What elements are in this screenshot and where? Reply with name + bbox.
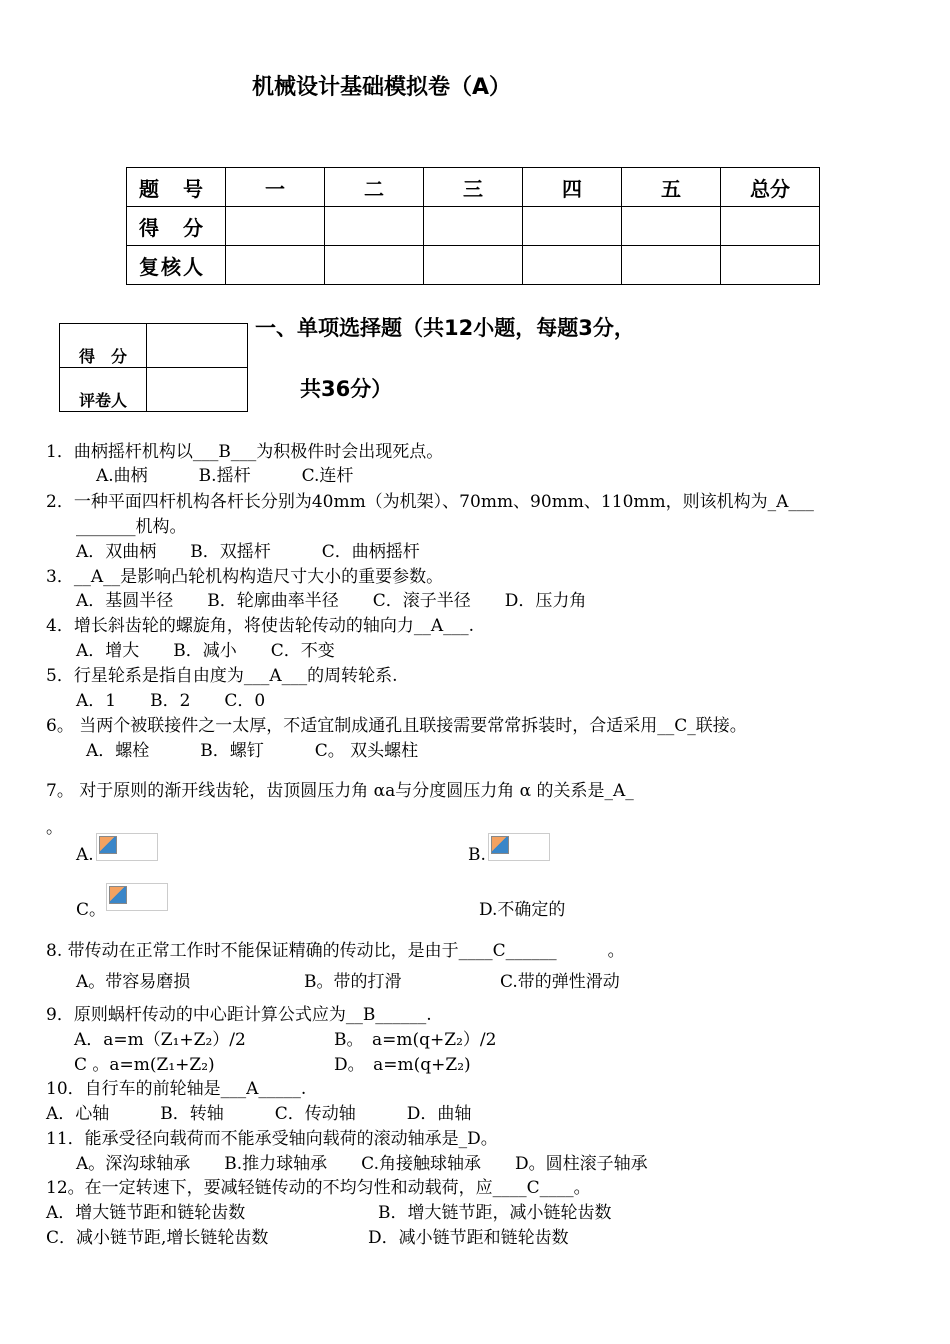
question-2: 2．一种平面四杆机构各杆长分别为40mm（为机架）、70mm、90mm、110mm，则该机构为_A___ — [46, 492, 814, 512]
question-12-option-b: B．增大链节距，减小链轮齿数 — [378, 1203, 612, 1223]
reviewer-row-label: 复核人 — [127, 246, 226, 285]
score-cell[interactable] — [424, 207, 523, 246]
broken-image-icon — [106, 883, 168, 911]
question-6-options: A．螺栓 B．螺钉 C。 双头螺柱 — [86, 741, 419, 761]
section-score-table — [59, 323, 248, 412]
score-cell[interactable] — [721, 207, 820, 246]
score-cell[interactable] — [622, 207, 721, 246]
question-5: 5．行星轮系是指自由度为___A___的周转轮系. — [46, 666, 398, 686]
question-9: 9．原则蜗杆传动的中心距计算公式应为__B______. — [46, 1005, 432, 1025]
broken-image-icon — [488, 833, 550, 861]
score-cell[interactable] — [523, 207, 622, 246]
score-cell[interactable] — [226, 207, 325, 246]
question-12-option-a: A．增大链节距和链轮齿数 — [46, 1203, 246, 1223]
question-11-options: A。深沟球轴承 B.推力球轴承 C.角接触球轴承 D。圆柱滚子轴承 — [76, 1154, 648, 1174]
question-9-option-a: A．a=m（Z₁+Z₂）/2 — [74, 1030, 246, 1050]
question-8: 8. 带传动在正常工作时不能保证精确的传动比，是由于____C______ 。 — [46, 941, 625, 961]
header-cell-3: 三 — [424, 168, 523, 207]
question-8-option-c: C.带的弹性滑动 — [500, 972, 620, 992]
question-2-options: A．双曲柄 B．双摇杆 C．曲柄摇杆 — [76, 542, 420, 562]
question-9-option-c: C 。a=m(Z₁+Z₂) — [74, 1055, 215, 1075]
section-score-cell[interactable] — [147, 324, 248, 368]
reviewer-cell[interactable] — [622, 246, 721, 285]
score-row — [127, 207, 820, 246]
header-cell-total: 总分 — [721, 168, 820, 207]
reviewer-cell[interactable] — [325, 246, 424, 285]
reviewer-row — [127, 246, 820, 285]
header-cell-5: 五 — [622, 168, 721, 207]
score-cell[interactable] — [325, 207, 424, 246]
section-heading: 一、单项选择题（共12小题，每题3分， — [255, 316, 635, 340]
question-7-option-b: B. — [468, 845, 486, 865]
question-4-options: A．增大 B．减小 C．不变 — [76, 641, 335, 661]
broken-image-icon — [96, 833, 158, 861]
score-row-label: 得 分 — [127, 207, 226, 246]
section-heading-cont: 共36分） — [300, 377, 393, 401]
question-11: 11．能承受径向载荷而不能承受轴向载荷的滚动轴承是_D。 — [46, 1129, 498, 1149]
question-7-option-a: A. — [76, 845, 94, 865]
question-7-option-c: C。 — [76, 900, 107, 920]
question-7-cont: 。 — [46, 818, 63, 838]
question-9-option-b: B。 a=m(q+Z₂）/2 — [334, 1030, 497, 1050]
question-9-option-d: D。 a=m(q+Z₂) — [334, 1055, 471, 1075]
question-7-option-d: D.不确定的 — [479, 900, 566, 920]
header-cell-label: 题 号 — [127, 168, 226, 207]
reviewer-cell[interactable] — [721, 246, 820, 285]
question-12-option-d: D．减小链节距和链轮齿数 — [368, 1228, 569, 1248]
reviewer-cell[interactable] — [424, 246, 523, 285]
reviewer-cell[interactable] — [226, 246, 325, 285]
question-3-options: A．基圆半径 B．轮廓曲率半径 C．滚子半径 D．压力角 — [76, 591, 587, 611]
question-7: 7。 对于原则的渐开线齿轮，齿顶圆压力角 αa与分度圆压力角 α 的关系是_A_ — [46, 781, 634, 801]
page-title: 机械设计基础模拟卷（A） — [252, 75, 512, 100]
section-grader-label: 评卷人 — [60, 368, 147, 412]
question-1: 1．曲柄摇杆机构以___B___为积极件时会出现死点。 — [46, 442, 444, 462]
question-10-options: A．心轴 B．转轴 C．传动轴 D．曲轴 — [46, 1104, 472, 1124]
header-cell-4: 四 — [523, 168, 622, 207]
question-2-cont: _______机构。 — [76, 517, 187, 537]
question-12: 12。在一定转速下，要减轻链传动的不均匀性和动载荷，应____C____。 — [46, 1178, 591, 1198]
reviewer-cell[interactable] — [523, 246, 622, 285]
score-table-header-row — [127, 168, 820, 207]
question-10: 10．自行车的前轮轴是___A_____. — [46, 1079, 307, 1099]
question-8-option-a: A。带容易磨损 — [76, 972, 191, 992]
question-1-options: A.曲柄 B.摇杆 C.连杆 — [96, 466, 354, 486]
question-12-option-c: C．减小链节距,增长链轮齿数 — [46, 1228, 269, 1248]
section-score-label: 得 分 — [60, 324, 147, 368]
header-cell-1: 一 — [226, 168, 325, 207]
question-4: 4．增长斜齿轮的螺旋角，将使齿轮传动的轴向力__A___. — [46, 616, 474, 636]
score-table — [126, 167, 820, 285]
section-grader-cell[interactable] — [147, 368, 248, 412]
question-8-option-b: B。带的打滑 — [304, 972, 402, 992]
question-5-options: A．1 B．2 C．0 — [76, 691, 266, 711]
question-3: 3．__A__是影响凸轮机构构造尺寸大小的重要参数。 — [46, 567, 444, 587]
header-cell-2: 二 — [325, 168, 424, 207]
question-6: 6。 当两个被联接件之一太厚，不适宜制成通孔且联接需要常常拆装时，合适采用__C_联接。 — [46, 716, 747, 736]
